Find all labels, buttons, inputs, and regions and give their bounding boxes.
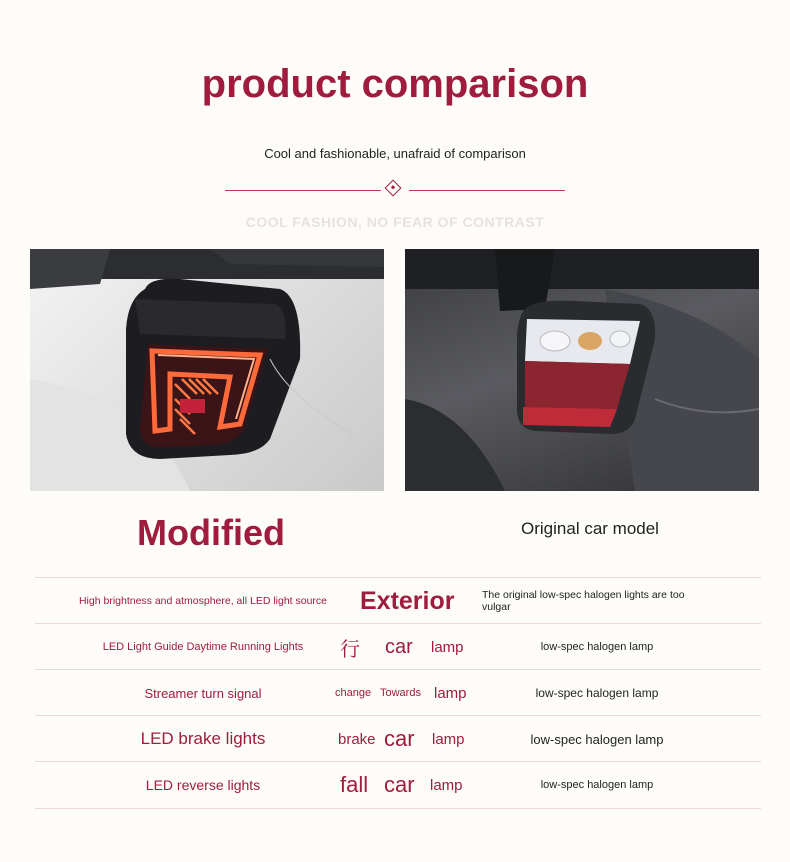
row-right-text: low-spec halogen lamp bbox=[530, 731, 664, 747]
row-mid-char-3: lamp bbox=[430, 776, 463, 794]
row-left-text: LED reverse lights bbox=[145, 777, 261, 793]
row-mid-char-2: car bbox=[384, 772, 415, 797]
modified-taillight-photo bbox=[30, 249, 384, 491]
row-right-text: The original low-spec halogen lights are too vulgar bbox=[482, 589, 685, 613]
original-caption: Original car model bbox=[521, 519, 659, 538]
row-left-text: LED Light Guide Daytime Running Lights bbox=[102, 641, 304, 653]
modified-taillight-image bbox=[30, 249, 384, 491]
comparison-row bbox=[35, 669, 761, 716]
row-center-header: Exterior bbox=[360, 586, 455, 615]
diamond-icon bbox=[385, 180, 402, 197]
row-left-text: High brightness and atmosphere, all LED light source bbox=[78, 595, 328, 607]
page-subtitle: Cool and fashionable, unafraid of comparison bbox=[264, 146, 526, 161]
row-left-text: Streamer turn signal bbox=[144, 685, 262, 701]
modified-caption: Modified bbox=[137, 512, 285, 553]
row-mid-char-3: lamp bbox=[432, 730, 465, 748]
original-taillight-image bbox=[405, 249, 759, 491]
row-mid-char-1: 行 bbox=[340, 638, 360, 661]
comparison-row bbox=[35, 715, 761, 762]
row-right-text: low-spec halogen lamp bbox=[540, 641, 654, 653]
row-right-text: low-spec halogen lamp bbox=[535, 686, 659, 700]
row-mid-char-2: Towards bbox=[380, 687, 421, 699]
english-tagline: COOL FASHION, NO FEAR OF CONTRAST bbox=[245, 214, 545, 230]
row-right-text: low-spec halogen lamp bbox=[540, 779, 654, 791]
row-mid-char-3: lamp bbox=[431, 638, 464, 656]
row-mid-char-2: car bbox=[384, 726, 415, 751]
comparison-row bbox=[35, 623, 761, 670]
original-taillight-photo bbox=[405, 249, 759, 491]
comparison-row bbox=[35, 577, 761, 624]
divider-right bbox=[409, 190, 565, 191]
row-left-text: LED brake lights bbox=[140, 729, 266, 748]
comparison-row bbox=[35, 761, 761, 809]
row-mid-char-1: brake bbox=[338, 730, 376, 748]
row-mid-char-1: fall bbox=[340, 772, 369, 797]
row-mid-char-1: change bbox=[335, 687, 372, 699]
row-mid-char-2: car bbox=[385, 635, 413, 658]
divider-left bbox=[225, 190, 381, 191]
page-title: product comparison bbox=[201, 62, 589, 106]
row-mid-char-3: lamp bbox=[434, 684, 467, 702]
